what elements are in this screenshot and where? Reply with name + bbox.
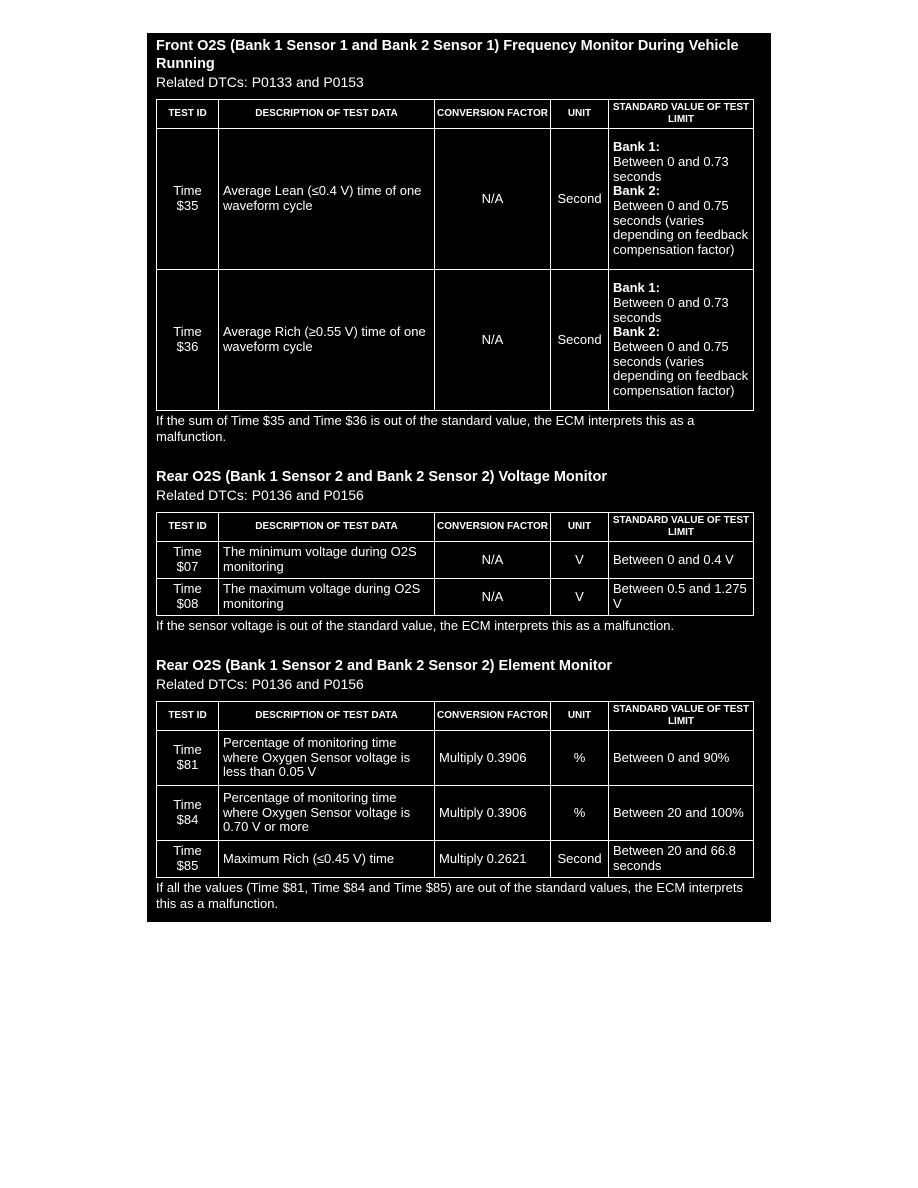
header-test-id: TEST ID [157,702,219,731]
cell-description: The minimum voltage during O2S monitoring [219,542,435,579]
test-data-table [156,99,754,411]
section-note: If the sensor voltage is out of the standard value, the ECM interprets this as a malfunction. [156,618,675,633]
test-data-table [156,701,754,878]
header-unit: UNIT [551,702,609,731]
limit-bank2-label: Bank 2: [613,324,660,340]
cell-test-id: Time $08 [157,579,219,616]
cell-unit: % [551,731,609,786]
table-row [157,270,754,411]
related-dtcs: Related DTCs: P0133 and P0153 [156,74,364,90]
cell-factor: N/A [435,542,551,579]
limit-bank1-label: Bank 1: [613,280,660,296]
cell-test-id: Time $36 [157,270,219,411]
cell-description: Average Lean (≤0.4 V) time of one waveform cycle [219,129,435,270]
cell-description: The maximum voltage during O2S monitoring [219,579,435,616]
header-description: DESCRIPTION OF TEST DATA [219,702,435,731]
related-dtcs: Related DTCs: P0136 and P0156 [156,487,364,503]
section-note: If the sum of Time $35 and Time $36 is out of the standard value, the ECM interprets this as a malfunction. [156,413,695,444]
limit-bank2-value: Between 0 and 0.75 seconds (varies depending on feedback compensation factor) [613,339,749,399]
cell-unit: Second [551,270,609,411]
cell-limit: Between 20 and 100% [609,786,754,841]
table-header-row [157,100,754,129]
header-unit: UNIT [551,100,609,129]
section-frequency-monitor [156,37,762,445]
test-data-table [156,512,754,616]
table-row [157,841,754,878]
table-header-row [157,702,754,731]
section-note: If all the values (Time $81, Time $84 and Time $85) are out of the standard values, the ECM interprets this as a malfunction. [156,880,743,911]
cell-test-id: Time $81 [157,731,219,786]
limit-bank1-value: Between 0 and 0.73 seconds [613,294,729,325]
cell-limit: Between 0 and 90% [609,731,754,786]
cell-factor: N/A [435,270,551,411]
section-heading: Rear O2S (Bank 1 Sensor 2 and Bank 2 Sensor 2) Element Monitor [156,658,613,674]
header-conversion-factor: CONVERSION FACTOR [435,513,551,542]
header-conversion-factor: CONVERSION FACTOR [435,100,551,129]
table-row [157,542,754,579]
cell-test-id: Time $35 [157,129,219,270]
related-dtcs: Related DTCs: P0136 and P0156 [156,676,364,692]
document-panel [147,33,771,922]
table-row [157,731,754,786]
table-row [157,786,754,841]
cell-description: Maximum Rich (≤0.45 V) time [219,841,435,878]
limit-bank1-value: Between 0 and 0.73 seconds [613,153,729,184]
section-heading: Rear O2S (Bank 1 Sensor 2 and Bank 2 Sensor 2) Voltage Monitor [156,469,607,485]
header-description: DESCRIPTION OF TEST DATA [219,513,435,542]
cell-unit: V [551,542,609,579]
header-conversion-factor: CONVERSION FACTOR [435,702,551,731]
cell-test-id: Time $84 [157,786,219,841]
cell-unit: % [551,786,609,841]
cell-unit: V [551,579,609,616]
cell-description: Percentage of monitoring time where Oxygen Sensor voltage is less than 0.05 V [219,731,435,786]
header-unit: UNIT [551,513,609,542]
header-standard-value: STANDARD VALUE OF TEST LIMIT [609,100,754,129]
header-standard-value: STANDARD VALUE OF TEST LIMIT [609,513,754,542]
section-heading: Front O2S (Bank 1 Sensor 1 and Bank 2 Sensor 1) Frequency Monitor During Vehicle Running [156,38,739,72]
cell-unit: Second [551,129,609,270]
cell-test-id: Time $85 [157,841,219,878]
table-row [157,579,754,616]
cell-description: Average Rich (≥0.55 V) time of one waveform cycle [219,270,435,411]
cell-limit: Between 20 and 66.8 seconds [609,841,754,878]
section-voltage-monitor [156,468,762,634]
cell-limit: Between 0.5 and 1.275 V [609,579,754,616]
cell-factor: Multiply 0.3906 [435,786,551,841]
table-row [157,129,754,270]
cell-factor: N/A [435,129,551,270]
cell-test-id: Time $07 [157,542,219,579]
table-header-row [157,513,754,542]
cell-description: Percentage of monitoring time where Oxygen Sensor voltage is 0.70 V or more [219,786,435,841]
cell-limit [609,270,754,411]
limit-bank2-label: Bank 2: [613,183,660,199]
header-standard-value: STANDARD VALUE OF TEST LIMIT [609,702,754,731]
limit-bank1-label: Bank 1: [613,139,660,155]
section-element-monitor [156,657,762,912]
cell-limit: Between 0 and 0.4 V [609,542,754,579]
cell-limit [609,129,754,270]
cell-unit: Second [551,841,609,878]
cell-factor: Multiply 0.2621 [435,841,551,878]
header-description: DESCRIPTION OF TEST DATA [219,100,435,129]
limit-bank2-value: Between 0 and 0.75 seconds (varies depending on feedback compensation factor) [613,198,749,258]
header-test-id: TEST ID [157,100,219,129]
cell-factor: N/A [435,579,551,616]
cell-factor: Multiply 0.3906 [435,731,551,786]
header-test-id: TEST ID [157,513,219,542]
